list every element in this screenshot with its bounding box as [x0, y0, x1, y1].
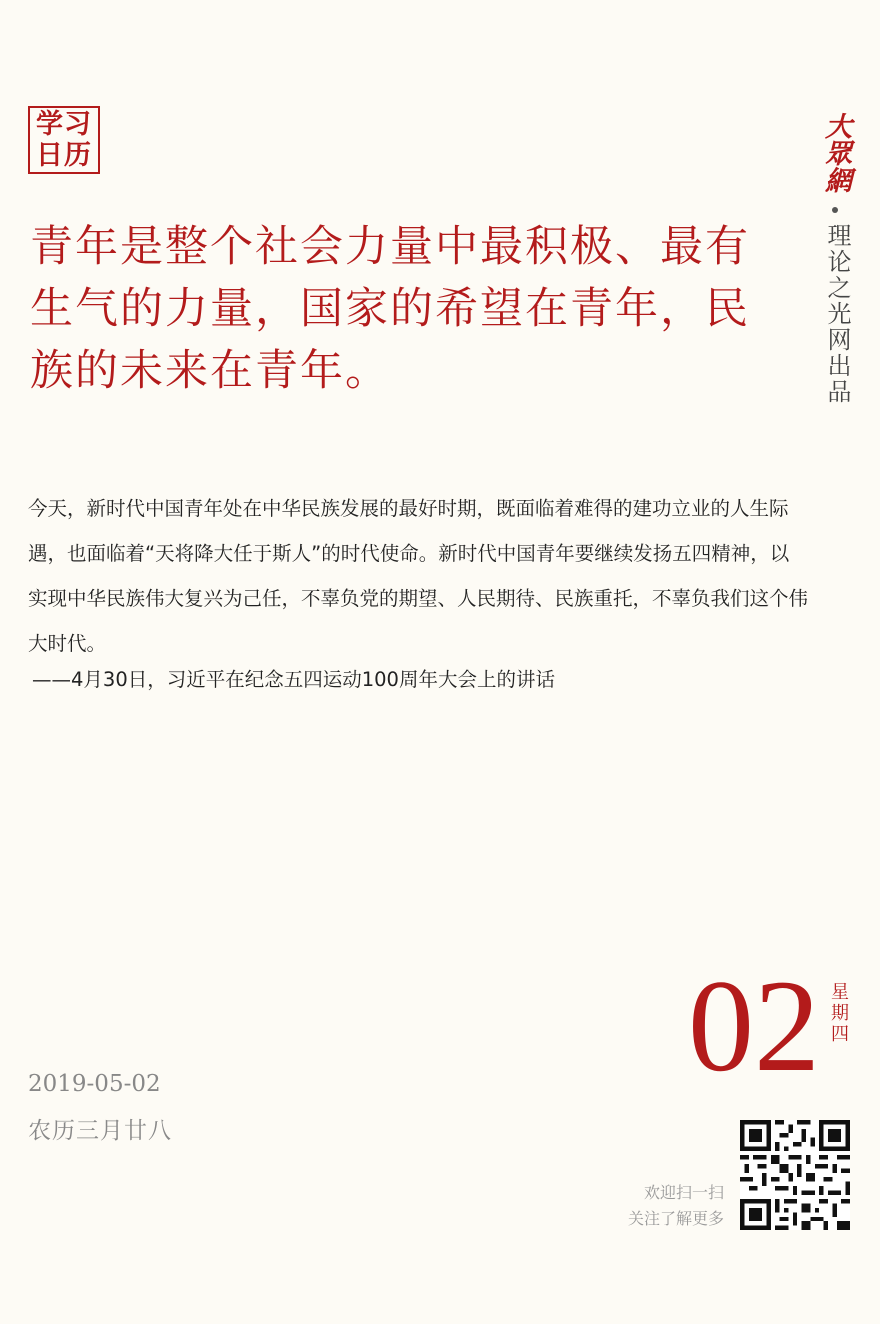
main-quote: 青年是整个社会力量中最积极、最有生气的力量，国家的希望在青年，民族的未来在青年。: [30, 222, 750, 396]
body-paragraph: 今天，新时代中国青年处在中华民族发展的最好时期，既面临着难得的建功立业的人生际遇，也面临着“天将降大任于斯人”的时代使命。新时代中国青年要继续发扬五四精神，以实现中华民族伟大复兴为己任，不辜负党的期望、人民期待、民族重托，不辜负我们这个伟大时代。: [28, 497, 809, 655]
brand-logo: 大眾網: [820, 112, 851, 193]
logo-line-1: 学习: [36, 109, 92, 140]
brand-column: [818, 112, 858, 405]
day-number: 02: [688, 952, 820, 1099]
brand-separator-dot: [832, 207, 838, 213]
study-calendar-logo: [28, 106, 100, 174]
lunar-date: 农历三月廿八: [28, 1118, 172, 1144]
scan-line-2: 关注了解更多: [627, 1209, 724, 1228]
quote-source: ——4月30日，习近平在纪念五四运动100周年大会上的讲话: [32, 668, 555, 691]
weekday: 星期四: [831, 982, 849, 1045]
scan-prompt: [600, 1180, 724, 1232]
scan-line-1: 欢迎扫一扫: [643, 1183, 724, 1202]
gregorian-date: 2019-05-02: [28, 1071, 161, 1097]
qr-code-icon[interactable]: [740, 1120, 850, 1230]
brand-subtitle: 理论之光网出品: [823, 223, 851, 405]
logo-line-2: 日历: [36, 140, 92, 171]
